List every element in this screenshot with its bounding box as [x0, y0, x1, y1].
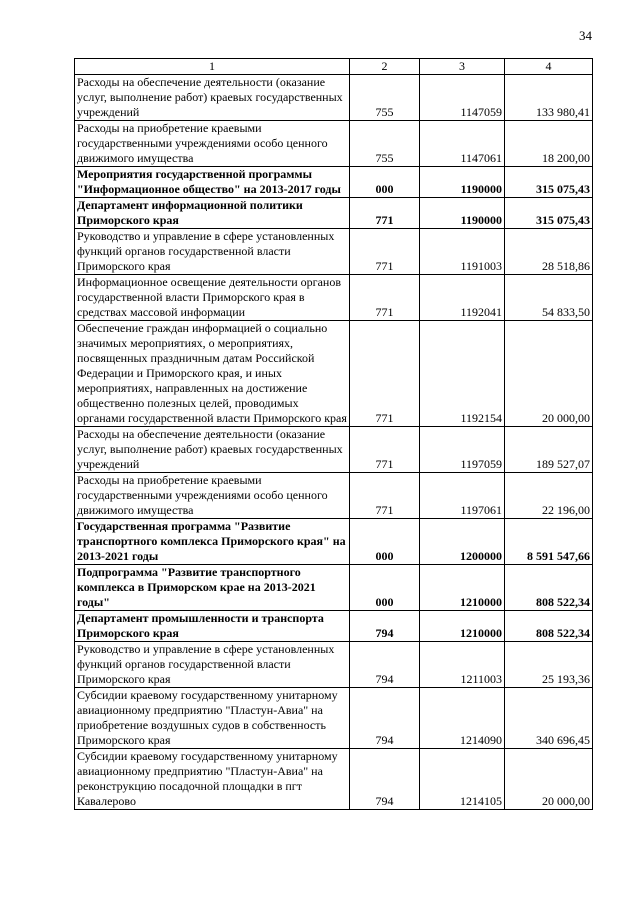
row-amount-cell: 20 000,00	[505, 749, 593, 810]
row-amount-cell: 28 518,86	[505, 229, 593, 275]
table-row	[75, 321, 593, 427]
header-col-3: 3	[420, 59, 505, 75]
row-code-cell: 794	[350, 749, 420, 810]
table-row	[75, 611, 593, 642]
row-name-cell: Государственная программа "Развитие транспортного комплекса Приморского края" на 2013-2021 годы	[75, 519, 350, 565]
row-target-code-cell: 1190000	[420, 198, 505, 229]
row-target-code-cell: 1191003	[420, 229, 505, 275]
table-row	[75, 519, 593, 565]
table-row	[75, 229, 593, 275]
row-code-cell: 771	[350, 198, 420, 229]
row-name-cell: Департамент информационной политики Приморского края	[75, 198, 350, 229]
row-code-cell: 794	[350, 688, 420, 749]
row-name-cell: Департамент промышленности и транспорта Приморского края	[75, 611, 350, 642]
table-row	[75, 473, 593, 519]
row-code-cell: 771	[350, 275, 420, 321]
row-target-code-cell: 1190000	[420, 167, 505, 198]
row-name-cell: Субсидии краевому государственному унитарному авиационному предприятию "Пластун-Авиа" на приобретение воздушных судов в собственность Приморского края	[75, 688, 350, 749]
row-code-cell: 771	[350, 321, 420, 427]
row-code-cell: 794	[350, 611, 420, 642]
header-col-1: 1	[75, 59, 350, 75]
row-target-code-cell: 1197059	[420, 427, 505, 473]
row-code-cell: 771	[350, 473, 420, 519]
row-amount-cell: 808 522,34	[505, 565, 593, 611]
header-col-4: 4	[505, 59, 593, 75]
row-amount-cell: 18 200,00	[505, 121, 593, 167]
table-row	[75, 75, 593, 121]
budget-table	[74, 58, 593, 810]
row-name-cell: Расходы на обеспечение деятельности (оказание услуг, выполнение работ) краевых государственных учреждений	[75, 427, 350, 473]
row-code-cell: 771	[350, 427, 420, 473]
row-code-cell: 000	[350, 519, 420, 565]
row-target-code-cell: 1147061	[420, 121, 505, 167]
row-amount-cell: 808 522,34	[505, 611, 593, 642]
row-target-code-cell: 1192041	[420, 275, 505, 321]
row-code-cell: 000	[350, 565, 420, 611]
row-amount-cell: 340 696,45	[505, 688, 593, 749]
row-amount-cell: 54 833,50	[505, 275, 593, 321]
table-row	[75, 565, 593, 611]
row-name-cell: Информационное освещение деятельности органов государственной власти Приморского края в средствах массовой информации	[75, 275, 350, 321]
table-header-row	[75, 59, 593, 75]
table-row	[75, 749, 593, 810]
row-amount-cell: 25 193,36	[505, 642, 593, 688]
row-target-code-cell: 1200000	[420, 519, 505, 565]
row-name-cell: Мероприятия государственной программы "Информационное общество" на 2013-2017 годы	[75, 167, 350, 198]
row-amount-cell: 315 075,43	[505, 198, 593, 229]
table-row	[75, 198, 593, 229]
row-amount-cell: 8 591 547,66	[505, 519, 593, 565]
row-name-cell: Расходы на обеспечение деятельности (оказание услуг, выполнение работ) краевых государственных учреждений	[75, 75, 350, 121]
table-row	[75, 167, 593, 198]
row-name-cell: Руководство и управление в сфере установленных функций органов государственной власти Приморского края	[75, 642, 350, 688]
row-target-code-cell: 1210000	[420, 565, 505, 611]
row-code-cell: 755	[350, 75, 420, 121]
row-code-cell: 794	[350, 642, 420, 688]
row-code-cell: 000	[350, 167, 420, 198]
table-row	[75, 121, 593, 167]
table-row	[75, 642, 593, 688]
row-name-cell: Подпрограмма "Развитие транспортного комплекса в Приморском крае на 2013-2021 годы"	[75, 565, 350, 611]
row-target-code-cell: 1214105	[420, 749, 505, 810]
row-target-code-cell: 1214090	[420, 688, 505, 749]
page-number: 34	[579, 28, 592, 43]
row-name-cell: Обеспечение граждан информацией о социально значимых мероприятиях, о мероприятиях, посвященных праздничным датам Российской Федерации и Приморского края, и иных мероприятиях, направленных на достижение общественно полезных целей, проводимых органами государственной власти Приморского края	[75, 321, 350, 427]
row-target-code-cell: 1210000	[420, 611, 505, 642]
table-row	[75, 688, 593, 749]
row-amount-cell: 189 527,07	[505, 427, 593, 473]
row-target-code-cell: 1192154	[420, 321, 505, 427]
row-name-cell: Субсидии краевому государственному унитарному авиационному предприятию "Пластун-Авиа" на реконструкцию посадочной площадки в пгт Кавалерово	[75, 749, 350, 810]
header-col-2: 2	[350, 59, 420, 75]
row-amount-cell: 315 075,43	[505, 167, 593, 198]
row-amount-cell: 20 000,00	[505, 321, 593, 427]
row-code-cell: 755	[350, 121, 420, 167]
row-target-code-cell: 1197061	[420, 473, 505, 519]
row-amount-cell: 133 980,41	[505, 75, 593, 121]
row-name-cell: Расходы на приобретение краевыми государственными учреждениями особо ценного движимого имущества	[75, 121, 350, 167]
table-row	[75, 427, 593, 473]
row-name-cell: Расходы на приобретение краевыми государственными учреждениями особо ценного движимого имущества	[75, 473, 350, 519]
row-code-cell: 771	[350, 229, 420, 275]
row-target-code-cell: 1147059	[420, 75, 505, 121]
row-name-cell: Руководство и управление в сфере установленных функций органов государственной власти Приморского края	[75, 229, 350, 275]
table-row	[75, 275, 593, 321]
row-target-code-cell: 1211003	[420, 642, 505, 688]
row-amount-cell: 22 196,00	[505, 473, 593, 519]
